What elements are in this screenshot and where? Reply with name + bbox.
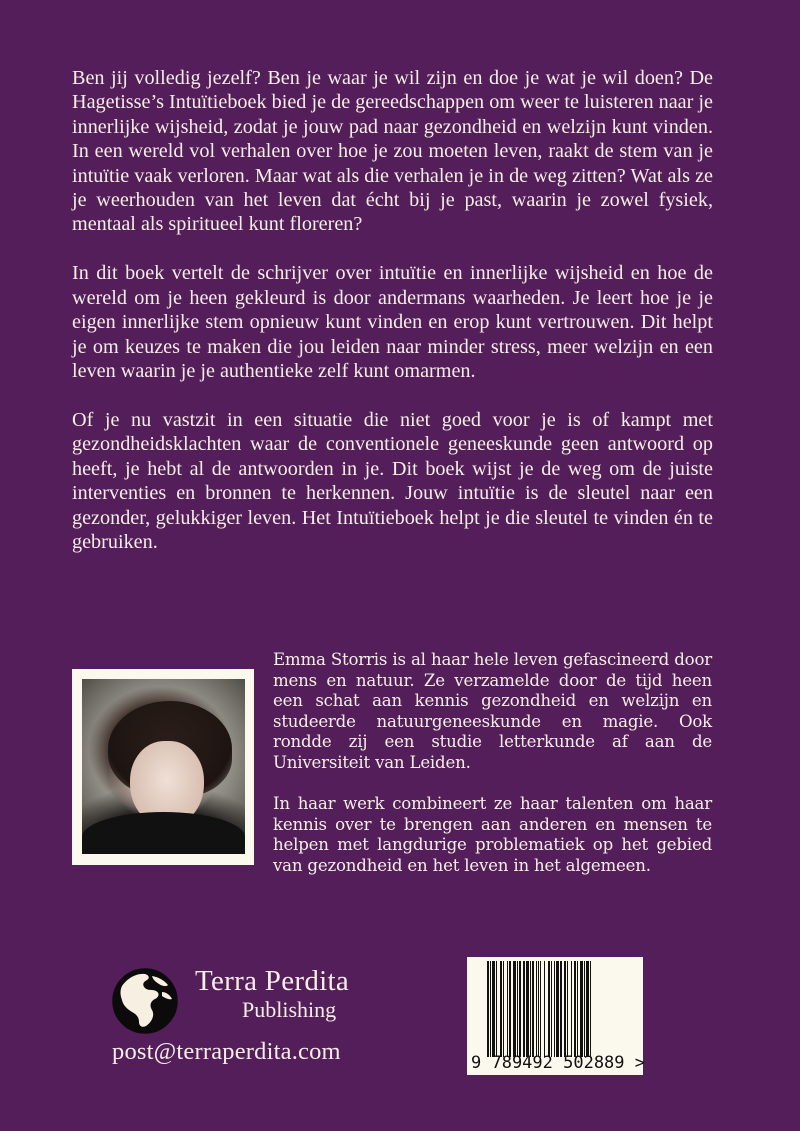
barcode-bars (487, 961, 637, 1057)
author-photo (82, 679, 245, 854)
blurb-paragraph-3: Of je nu vastzit in een situatie die niet goed voor je is of kampt met gezondheidsklachten waar de conventionele geneeskunde geen antwoord op heeft, je hebt al de antwoorden in je. Dit boek wijst je de weg om de juiste interventies en bronnen te herkennen. Jouw intuïtie is de sleutel naar een gezonder, gelukkiger leven. Het Intuïtieboek helpt je die sleutel te vinden én te gebruiken. (72, 408, 713, 553)
blurb-paragraph-2: In dit boek vertelt de schrijver over intuïtie en innerlijke wijsheid en hoe de wereld om je heen gekleurd is door andermans waarheden. Je leert hoe je je eigen innerlijke stem opnieuw kunt vinden en erop kunt vertrouwen. Dit helpt je om keuzes te maken die jou leiden naar minder stress, meer welzijn en een leven waarin je je authentieke zelf kunt omarmen. (72, 262, 713, 382)
author-bio-paragraph-1: Emma Storris is al haar hele leven gefascineerd door mens en natuur. Ze verzamelde door de tijd heen een schat aan kennis gezondheid en welzijn en studeerde natuurgeneeskunde en magie. Ook rondde zij een studie letterkunde af aan de Universiteit van Leiden. (273, 650, 712, 772)
author-photo-frame (72, 669, 254, 865)
author-bio-paragraph-2: In haar werk combineert ze haar talenten om haar kennis over te brengen aan anderen en mensen te helpen met langdurige problematiek op het gebied van gezondheid en het leven in het algemeen. (273, 794, 712, 875)
globe-icon (112, 968, 178, 1034)
publisher-email[interactable]: post@terraperdita.com (112, 1038, 341, 1065)
back-cover-blurb (72, 66, 713, 579)
publisher-name: Terra Perdita (195, 965, 350, 997)
isbn-number: 9 789492 502889 > (471, 1053, 645, 1073)
blurb-paragraph-1: Ben jij volledig jezelf? Ben je waar je wil zijn en doe je wat je wil doen? De Hagetisse’s Intuïtieboek bied je de gereedschappen om weer te luisteren naar je innerlijke wijsheid, zodat je jouw pad naar gezondheid en welzijn kunt vinden. In een wereld vol verhalen over hoe je zou moeten leven, raakt de stem van je intuïtie vaak verloren. Maar wat als die verhalen je in de weg zitten? Wat als ze je weerhouden van het leven dat écht bij je past, waarin je zowel fysiek, mentaal als spiritueel kunt floreren? (72, 67, 713, 236)
isbn-barcode (467, 957, 643, 1075)
author-photo-shoulders (82, 812, 245, 854)
publisher-subtitle: Publishing (242, 997, 337, 1022)
author-bio (273, 650, 712, 897)
